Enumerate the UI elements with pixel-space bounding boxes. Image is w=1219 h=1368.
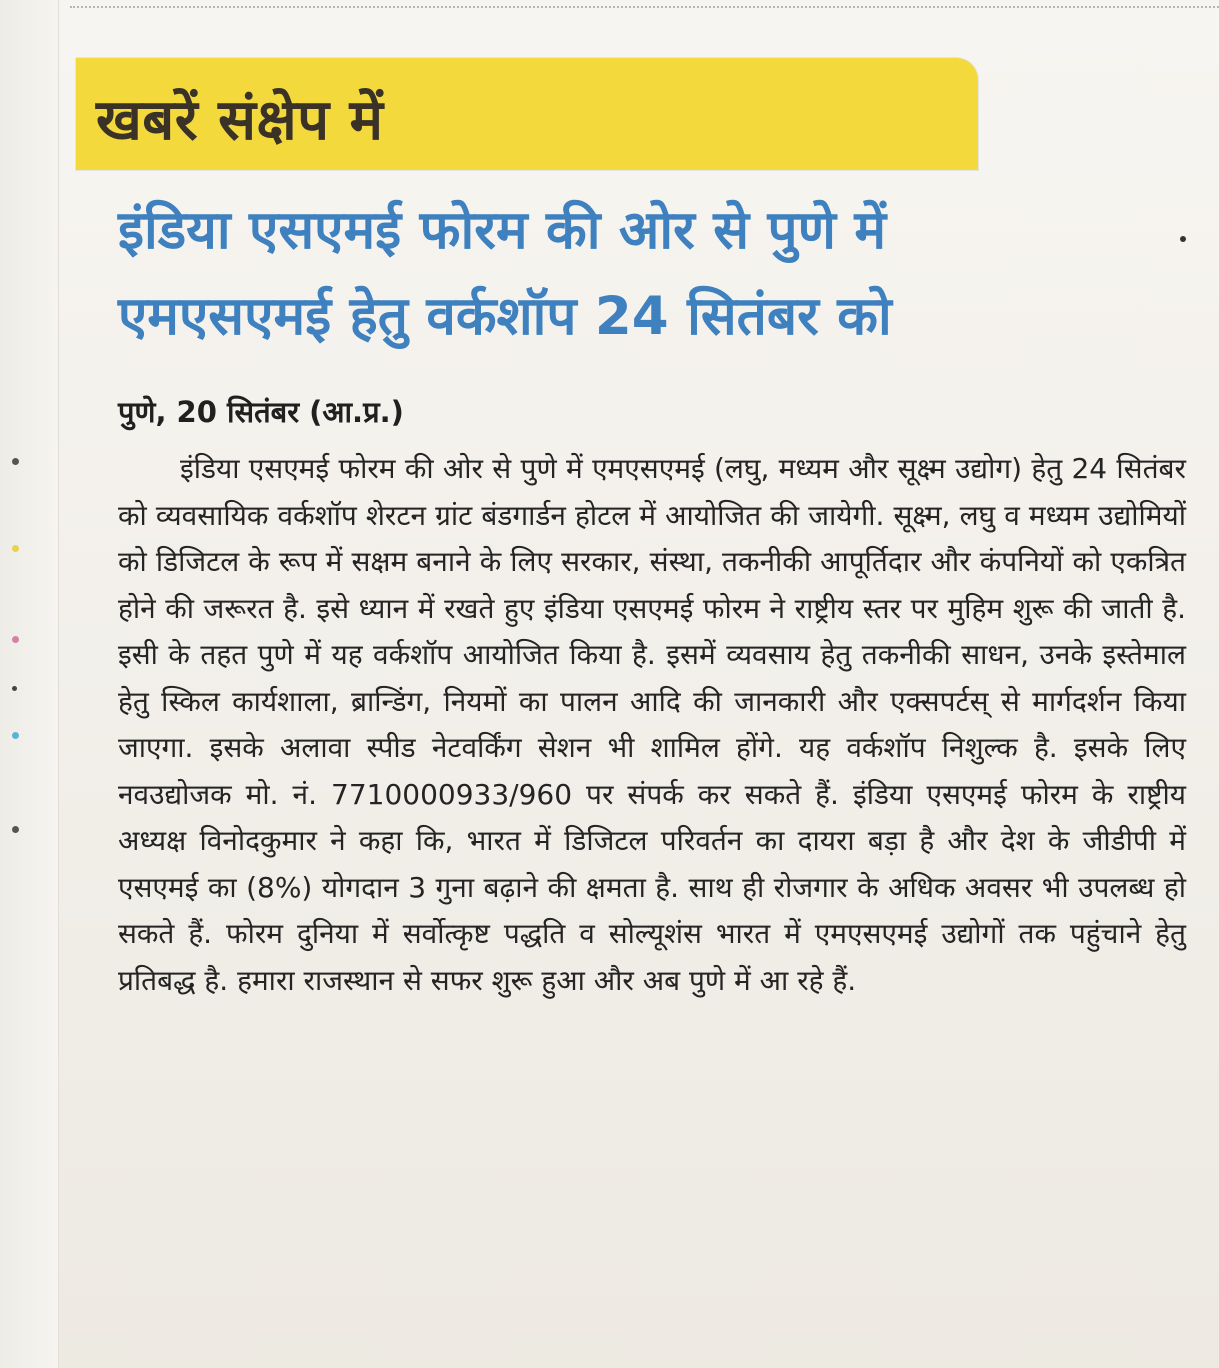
margin-dot (12, 458, 19, 465)
top-dotted-rule (70, 6, 1219, 8)
headline-line-2: एमएसएमई हेतु वर्कशॉप 24 सितंबर को (118, 286, 892, 347)
margin-dot (12, 732, 19, 739)
margin-dot (12, 686, 17, 691)
margin-dot (12, 826, 19, 833)
section-tab (76, 58, 978, 170)
dateline: पुणे, 20 सितंबर (आ.प्र.) (118, 395, 404, 429)
margin-dot (12, 545, 19, 552)
adjacent-page-margin (0, 0, 59, 1368)
headline (118, 188, 1188, 360)
news-clipping (62, 36, 1212, 1358)
margin-dot (12, 636, 19, 643)
stray-dot (1180, 236, 1186, 242)
section-label: खबरें संक्षेप में (96, 87, 384, 153)
headline-line-1: इंडिया एसएमई फोरम की ओर से पुणे में (118, 200, 887, 261)
article-body: इंडिया एसएमई फोरम की ओर से पुणे में एमएसएमई (लघु, मध्यम और सूक्ष्म उद्योग) हेतु 24 सितंबर को व्यवसायिक वर्कशॉप शेरटन ग्रांट बंडगार्डन होटल में आयोजित की जायेगी. सूक्ष्म, लघु व मध्यम उद्योमियों को डिजिटल के रूप में सक्षम बनाने के लिए सरकार, संस्था, तकनीकी आपूर्तिदार और कंपनियों को एकत्रित होने की जरूरत है. इसे ध्यान में रखते हुए इंडिया एसएमई फोरम ने राष्ट्रीय स्तर पर मुहिम शुरू की जाती है. इसी के तहत पुणे में यह वर्कशॉप आयोजित किया है. इसमें व्यवसाय हेतु तकनीकी साधन, उनके इस्तेमाल हेतु स्किल कार्यशाला, ब्रान्डिंग, नियमों का पालन आदि की जानकारी और एक्सपर्टस् से मार्गदर्शन किया जाएगा. इसके अलावा स्पीड नेटवर्किंग सेशन भी शामिल होंगे. यह वर्कशॉप निशुल्क है. इसके लिए नवउद्योजक मो. नं. 7710000933/960 पर संपर्क कर सकते हैं. इंडिया एसएमई फोरम के राष्ट्रीय अध्यक्ष विनोदकुमार ने कहा कि, भारत में डिजिटल परिवर्तन का दायरा बड़ा है और देश के जीडीपी में एसएमई का (8%) योगदान 3 गुना बढ़ाने की क्षमता है. साथ ही रोजगार के अधिक अवसर भी उपलब्ध हो सकते हैं. फोरम दुनिया में सर्वोत्कृष्ट पद्धति व सोल्यूशंस भारत में एमएसएमई उद्योगों तक पहुंचाने हेतु प्रतिबद्ध है. हमारा राजस्थान से सफर शुरू हुआ और अब पुणे में आ रहे हैं. (118, 452, 1186, 997)
